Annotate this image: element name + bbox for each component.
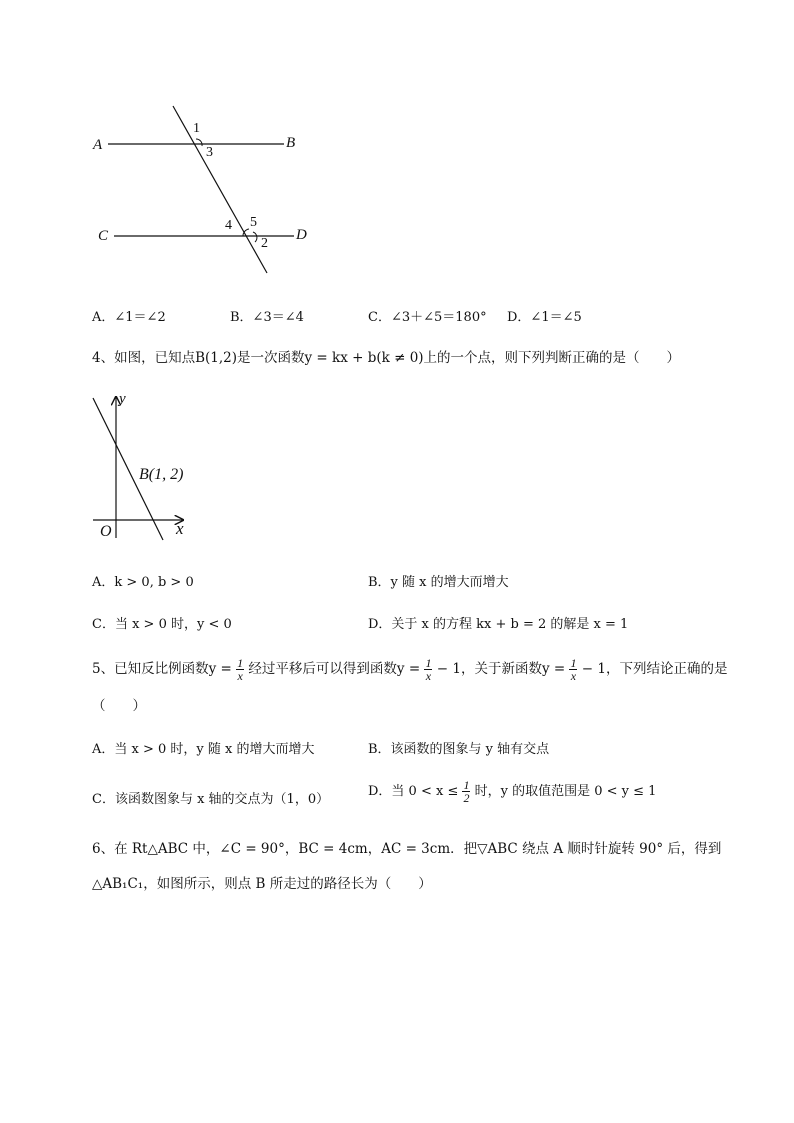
- q5-option-d-part1: D．当 0 < x ≤: [368, 784, 459, 799]
- q3-option-b[interactable]: B．∠3＝∠4: [230, 310, 304, 325]
- fraction-1-over-x: $\frac{1}{x}$: [570, 656, 577, 683]
- q3-option-d[interactable]: D．∠1＝∠5: [507, 310, 582, 325]
- angle-label-3: 3: [206, 145, 213, 160]
- label-b: B: [286, 135, 296, 151]
- q5-option-c[interactable]: C．该函数图象与 x 轴的交点为（1，0）: [92, 792, 330, 807]
- label-c: C: [98, 228, 109, 244]
- q6-stem-line1: 6、在 Rt△ABC 中，∠C = 90°，BC = 4cm，AC = 3cm．把▽ABC 绕点 A 顺时针旋转 90° 后，得到: [92, 841, 722, 857]
- x-axis-label: x: [176, 519, 184, 538]
- origin-label: O: [100, 523, 112, 540]
- point-b-label: B(1, 2): [139, 466, 184, 483]
- linear-function-figure: [0, 0, 794, 560]
- angle-label-5: 5: [250, 215, 257, 230]
- q3-option-a[interactable]: A．∠1＝∠2: [92, 310, 166, 325]
- q6-stem-line2: △AB₁C₁，如图所示，则点 B 所走过的路径长为（ ）: [92, 876, 432, 892]
- q5-stem-part1: 5、已知反比例函数y =: [92, 661, 232, 677]
- fraction-1-over-2: $\frac{1}{2}$: [463, 778, 470, 805]
- q5-stem-line2: （ ）: [92, 698, 146, 714]
- q5-option-b[interactable]: B．该函数的图象与 y 轴有交点: [368, 742, 550, 757]
- q3-option-c[interactable]: C．∠3＋∠5＝180°: [368, 310, 487, 325]
- q5-stem-part2: 经过平移后可以得到函数y =: [248, 661, 421, 677]
- q5-stem-part3: − 1，关于新函数y =: [436, 661, 566, 677]
- label-d: D: [296, 227, 307, 243]
- y-axis-label: y: [119, 391, 126, 407]
- q5-option-d[interactable]: [368, 779, 656, 804]
- fraction-1-over-x: $\frac{1}{x}$: [237, 656, 244, 683]
- q4-option-b[interactable]: B．y 随 x 的增大而增大: [368, 575, 509, 590]
- q5-option-d-part2: 时，y 的取值范围是 0 < y ≤ 1: [474, 784, 657, 799]
- q5-option-a[interactable]: A．当 x > 0 时，y 随 x 的增大而增大: [92, 742, 315, 757]
- angle-label-2: 2: [261, 236, 268, 251]
- q4-stem: 4、如图，已知点B(1,2)是一次函数y = kx + b(k ≠ 0)上的一个点，则下列判断正确的是（ ）: [92, 350, 681, 366]
- q5-stem-part4: − 1，下列结论正确的是: [581, 661, 728, 677]
- fraction-1-over-x: $\frac{1}{x}$: [425, 656, 432, 683]
- label-a: A: [93, 137, 103, 153]
- q4-option-d[interactable]: D．关于 x 的方程 kx + b = 2 的解是 x = 1: [368, 617, 629, 632]
- angle-label-4: 4: [225, 218, 232, 233]
- q4-option-a[interactable]: A．k > 0, b > 0: [92, 575, 194, 590]
- angle-label-1: 1: [193, 121, 200, 136]
- q5-stem: [92, 657, 727, 682]
- q4-option-c[interactable]: C．当 x > 0 时，y < 0: [92, 617, 232, 632]
